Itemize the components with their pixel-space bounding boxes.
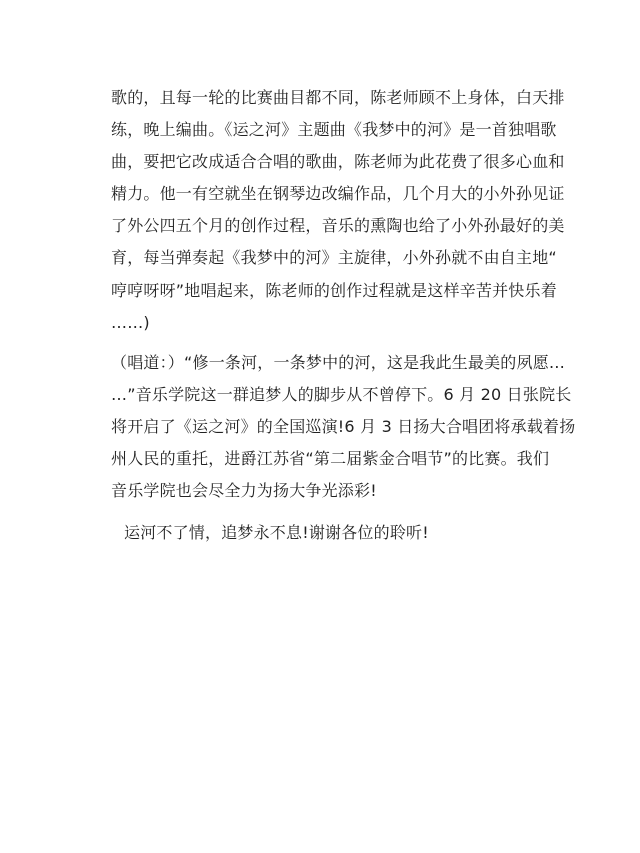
text-line: ……) xyxy=(111,313,150,332)
text-line: 歌的，且每一轮的比赛曲目都不同，陈老师顾不上身体，白天排 xyxy=(111,88,565,107)
text-line: 将开启了《运之河》的全国巡演!6 月 3 日扬大合唱团将承载着扬 xyxy=(111,417,576,436)
text-line: 了外公四五个月的创作过程，音乐的熏陶也给了小外孙最好的美 xyxy=(111,216,565,235)
text-line: 运河不了情，追梦永不息!谢谢各位的聆听! xyxy=(124,523,429,542)
text-line: 音乐学院也会尽全力为扬大争光添彩! xyxy=(111,481,377,500)
text-line: 育，每当弹奏起《我梦中的河》主旋律，小外孙就不由自主地“ xyxy=(111,248,557,267)
text-line: …”音乐学院这一群追梦人的脚步从不曾停下。6 月 20 日张院长 xyxy=(111,385,572,404)
text-line: 哼哼呀呀”地唱起来，陈老师的创作过程就是这样辛苦并快乐着 xyxy=(111,281,557,300)
text-line: 练，晚上编曲。《运之河》主题曲《我梦中的河》是一首独唱歌 xyxy=(111,120,557,139)
text-line: 州人民的重托，进爵江苏省“第二届紫金合唱节”的比赛。我们 xyxy=(111,449,550,468)
text-line: 精力。他一有空就坐在钢琴边改编作品，几个月大的小外孙见证 xyxy=(111,184,565,203)
text-line: 曲，要把它改成适合合唱的歌曲，陈老师为此花费了很多心血和 xyxy=(111,152,565,171)
text-line: （唱道：）“修一条河，一条梦中的河，这是我此生最美的夙愿… xyxy=(111,353,566,372)
